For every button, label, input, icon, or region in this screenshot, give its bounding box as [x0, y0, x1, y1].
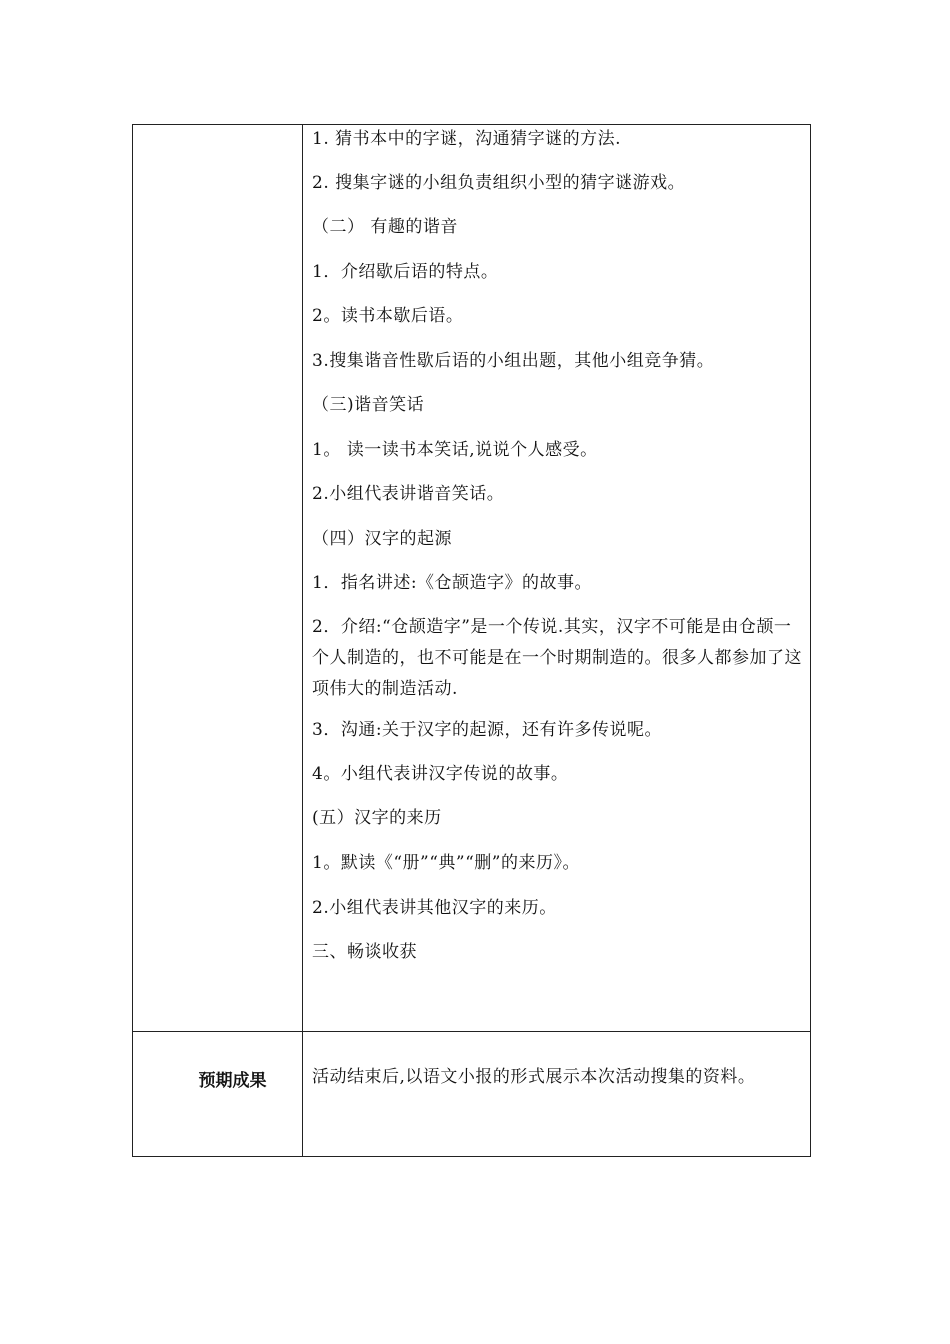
expected-result-text: 活动结束后,以语文小报的形式展示本次活动搜集的资料。 [312, 1067, 756, 1087]
section-heading: (五）汉字的来历 [312, 808, 442, 828]
expected-result-label-cell [133, 1031, 302, 1156]
activity-line: 3.搜集谐音性歇后语的小组出题，其他小组竞争猜。 [312, 351, 715, 371]
activity-line: 2。读书本歇后语。 [312, 306, 464, 326]
activity-line: 1．介绍歇后语的特点。 [312, 262, 499, 282]
activity-line: 1。 读一读书本笑话,说说个人感受。 [312, 440, 598, 460]
section-heading: 三、畅谈收获 [312, 942, 417, 962]
section-heading: （四）汉字的起源 [312, 529, 452, 549]
activity-line: 2.小组代表讲谐音笑话。 [312, 484, 505, 504]
activity-paragraph: 2．介绍:“仓颉造字”是一个传说.其实，汉字不可能是由仓颉一个人制造的，也不可能是在一个时期制造的。很多人都参加了这项伟大的制造活动. [312, 617, 802, 699]
expected-result-cell [312, 1031, 812, 1156]
activity-line: 1．指名讲述:《仓颉造字》的故事。 [312, 573, 593, 593]
lesson-plan-table [132, 124, 811, 1157]
activity-line: 1。默读《“册”“典”“删”的来历》。 [312, 853, 580, 873]
activity-line: 1. 猜书本中的字谜，沟通猜字谜的方法. [312, 129, 622, 149]
activity-line: 4。小组代表讲汉字传说的故事。 [312, 764, 569, 784]
activity-line: 2.小组代表讲其他汉字的来历。 [312, 898, 557, 918]
column-divider [302, 125, 303, 1156]
activity-content-cell [312, 125, 804, 1031]
expected-result-label: 预期成果 [198, 1071, 267, 1090]
section-heading: （三)谐音笑话 [312, 395, 425, 415]
section-heading: （二） 有趣的谐音 [312, 217, 458, 237]
activity-line: 3．沟通:关于汉字的起源，还有许多传说呢。 [312, 720, 663, 740]
activity-line: 2. 搜集字谜的小组负责组织小型的猜字谜游戏。 [312, 173, 686, 193]
